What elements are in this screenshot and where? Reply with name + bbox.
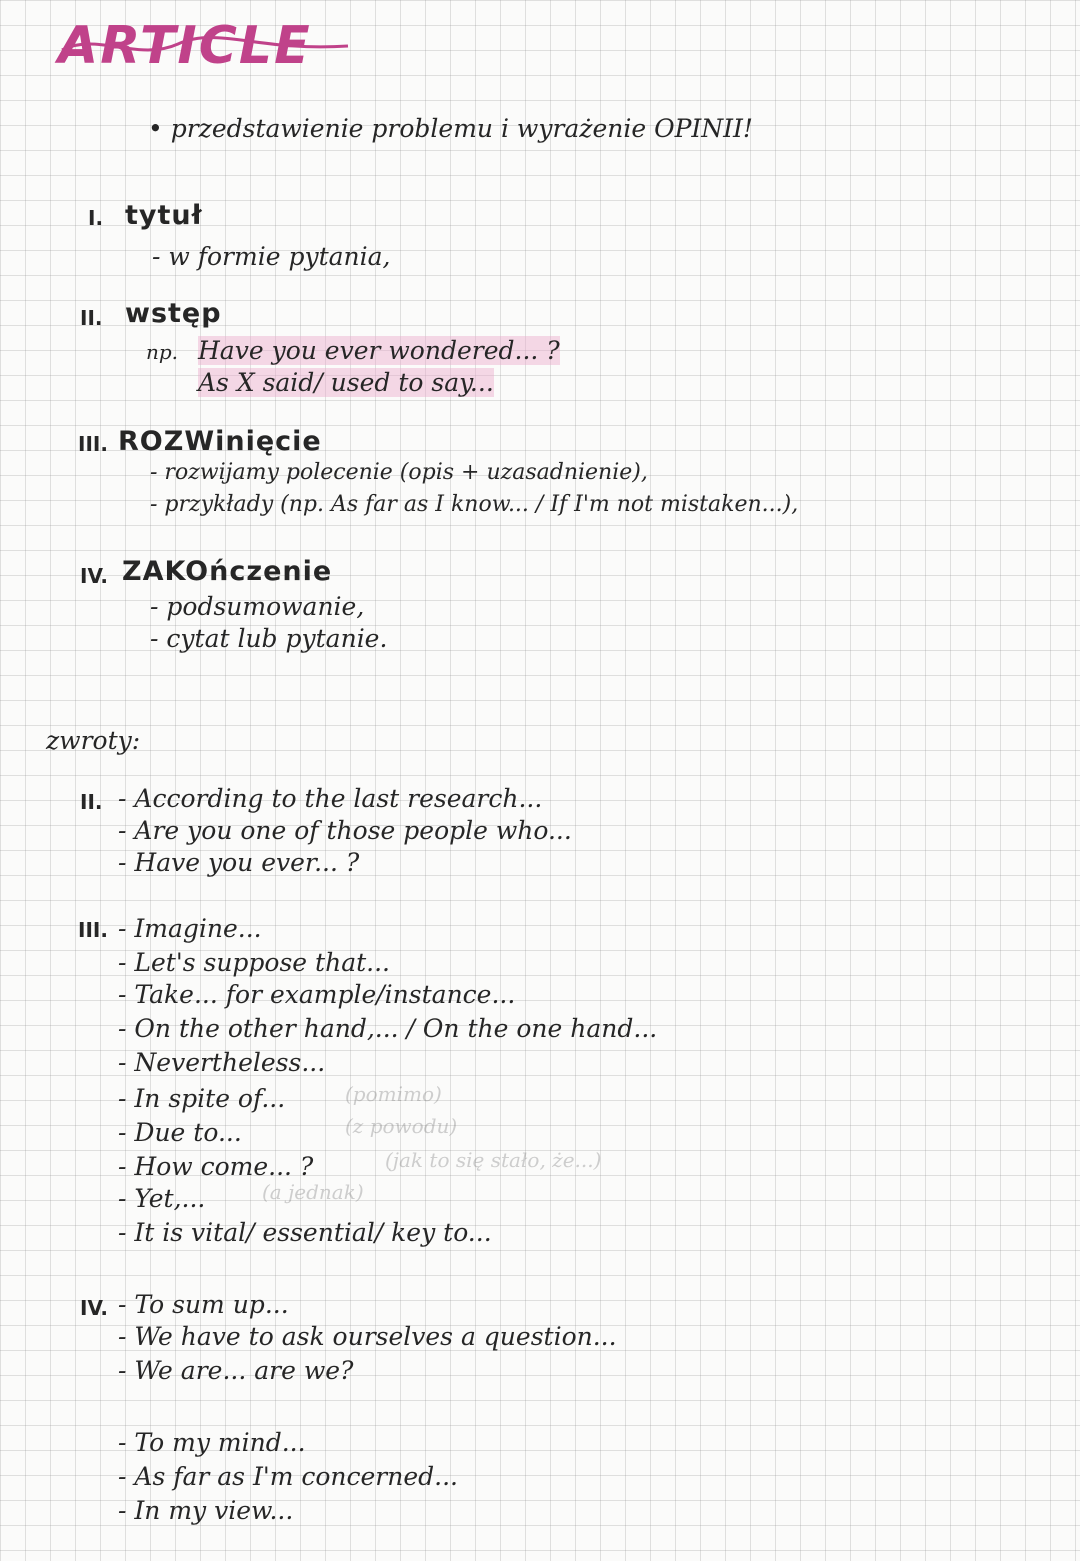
title-strike-decoration xyxy=(58,22,358,82)
group4-item-2: - We have to ask ourselves a question... xyxy=(118,1322,617,1351)
phrases-label: zwroty: xyxy=(46,726,141,755)
opinion-item-2: - As far as I'm concerned... xyxy=(118,1462,459,1491)
section-3-number: III. xyxy=(78,432,108,456)
section-4-line-2: - cytat lub pytanie. xyxy=(150,624,388,653)
section-1-heading: tytuł xyxy=(125,200,203,231)
intro-line: • przedstawienie problemu i wyrażenie OPINII! xyxy=(148,114,753,143)
section-4-number: IV. xyxy=(80,564,108,588)
group4-item-3: - We are... are we? xyxy=(118,1356,354,1385)
group3-item-1: - Imagine... xyxy=(118,914,262,943)
group2-number: II. xyxy=(80,790,103,814)
section-4-heading: ZAKOńczenie xyxy=(122,556,333,587)
opinion-item-3: - In my view... xyxy=(118,1496,294,1525)
group2-item-3: - Have you ever... ? xyxy=(118,848,360,877)
group4-item-1: - To sum up... xyxy=(118,1290,289,1319)
faint-note-2: (z powodu) xyxy=(345,1114,458,1138)
section-2-line-2: As X said/ used to say... xyxy=(198,368,494,397)
faint-note-1: (pomimo) xyxy=(345,1082,442,1106)
group2-item-2: - Are you one of those people who... xyxy=(118,816,572,845)
section-2-prefix: np. xyxy=(146,340,179,364)
section-2-heading: wstęp xyxy=(125,298,222,329)
group3-item-10: - It is vital/ essential/ key to... xyxy=(118,1218,492,1247)
group3-item-4: - On the other hand,... / On the one hand... xyxy=(118,1014,658,1043)
faint-note-4: (a jednak) xyxy=(262,1180,364,1204)
section-3-line-1: - rozwijamy polecenie (opis + uzasadnienie), xyxy=(150,460,648,485)
group3-item-5: - Nevertheless... xyxy=(118,1048,326,1077)
section-4-line-1: - podsumowanie, xyxy=(150,592,365,621)
group3-item-3: - Take... for example/instance... xyxy=(118,980,516,1009)
faint-note-3: (jak to się stało, że...) xyxy=(385,1148,602,1172)
group3-item-7: - Due to... xyxy=(118,1118,242,1147)
section-2-line-1: Have you ever wondered... ? xyxy=(198,336,560,365)
section-3-heading: ROZWinięcie xyxy=(118,426,322,457)
group3-item-6: - In spite of... xyxy=(118,1084,286,1113)
section-2-number: II. xyxy=(80,306,103,330)
page-title: ARTICLE xyxy=(58,16,312,76)
section-1-line-1: - w formie pytania, xyxy=(152,242,391,271)
section-1-number: I. xyxy=(88,206,104,230)
group2-item-1: - According to the last research... xyxy=(118,784,543,813)
group3-item-8: - How come... ? xyxy=(118,1152,314,1181)
group3-item-9: - Yet,... xyxy=(118,1184,206,1213)
group3-number: III. xyxy=(78,918,108,942)
group4-number: IV. xyxy=(80,1296,108,1320)
section-3-line-2: - przykłady (np. As far as I know... / If I'm not mistaken...), xyxy=(150,492,799,517)
opinion-item-1: - To my mind... xyxy=(118,1428,306,1457)
group3-item-2: - Let's suppose that... xyxy=(118,948,390,977)
